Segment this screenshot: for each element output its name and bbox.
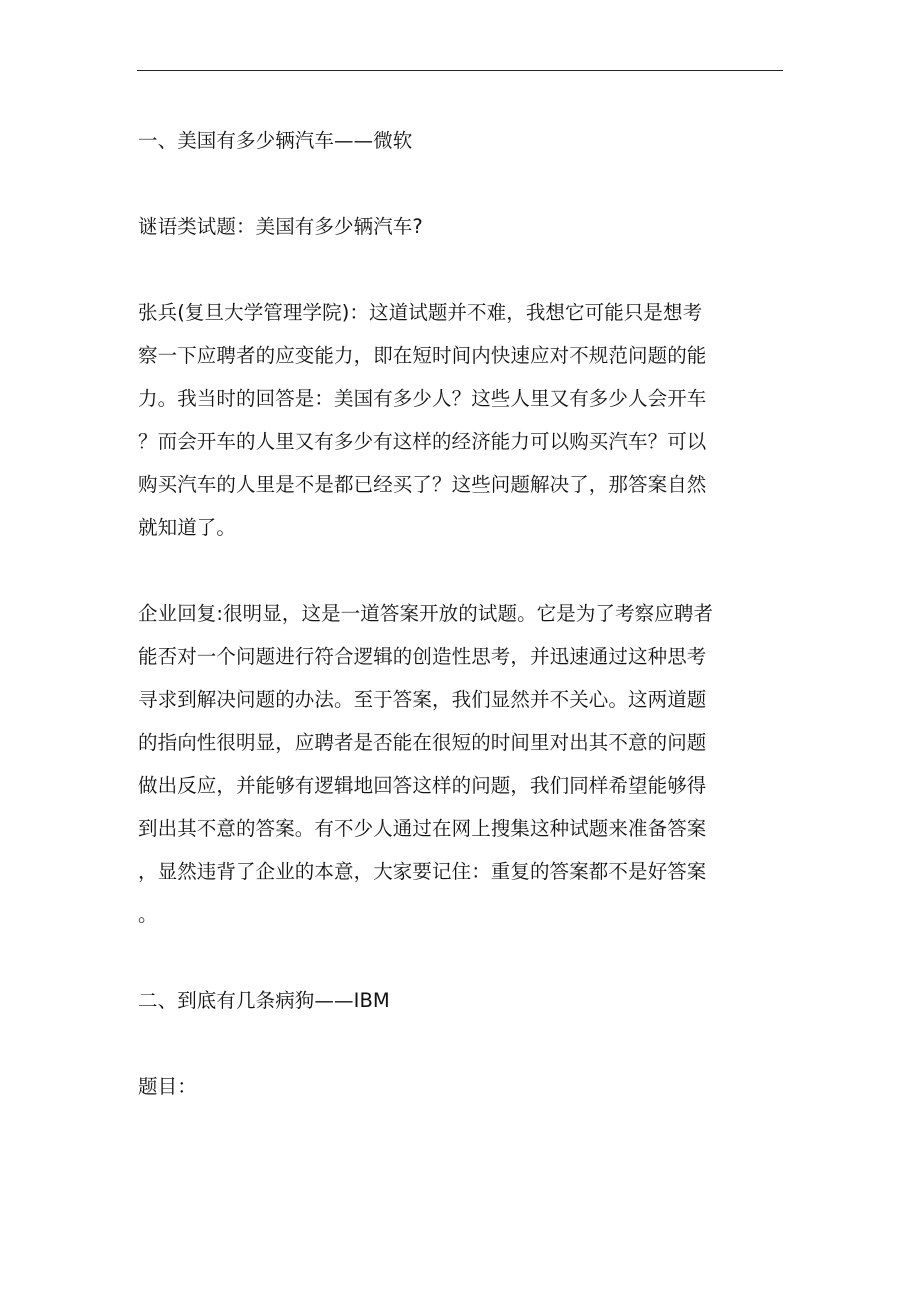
reply-line: 做出反应，并能够有逻辑地回答这样的问题，我们同样希望能够得 <box>138 774 707 797</box>
document-body <box>138 119 782 1108</box>
reply-line: 寻求到解决问题的办法。至于答案，我们显然并不关心。这两道题 <box>138 688 707 711</box>
section-1-answer <box>138 291 782 549</box>
reply-line: ，显然违背了企业的本意，大家要记住：重复的答案都不是好答案 <box>138 860 707 883</box>
answer-line: 购买汽车的人里是不是都已经买了？这些问题解决了，那答案自然 <box>138 473 707 496</box>
answer-line: 力。我当时的回答是：美国有多少人？这些人里又有多少人会开车 <box>138 387 707 410</box>
section-1-company-reply <box>138 592 782 936</box>
answer-line: 察一下应聘者的应变能力，即在短时间内快速应对不规范问题的能 <box>138 344 707 367</box>
reply-line: 。 <box>138 903 158 926</box>
reply-line: 到出其不意的答案。有不少人通过在网上搜集这种试题来准备答案 <box>138 817 707 840</box>
section-1-heading: 一、美国有多少辆汽车——微软 <box>138 129 413 152</box>
section-2-question-label: 题目： <box>138 1075 197 1098</box>
reply-line: 企业回复:很明显，这是一道答案开放的试题。它是为了考察应聘者 <box>138 602 714 625</box>
reply-line: 能否对一个问题进行符合逻辑的创造性思考，并迅速通过这种思考 <box>138 645 707 668</box>
section-2-heading: 二、到底有几条病狗——IBM <box>138 989 390 1012</box>
answer-line: 就知道了。 <box>138 516 237 539</box>
answer-line: ？而会开车的人里又有多少有这样的经济能力可以购买汽车？可以 <box>138 430 707 453</box>
reply-line: 的指向性很明显，应聘者是否能在很短的时间里对出其不意的问题 <box>138 731 707 754</box>
answer-line: 张兵(复旦大学管理学院)：这道试题并不难，我想它可能只是想考 <box>138 301 703 324</box>
section-1-question: 谜语类试题：美国有多少辆汽车? <box>138 215 423 238</box>
header-rule <box>137 70 783 71</box>
